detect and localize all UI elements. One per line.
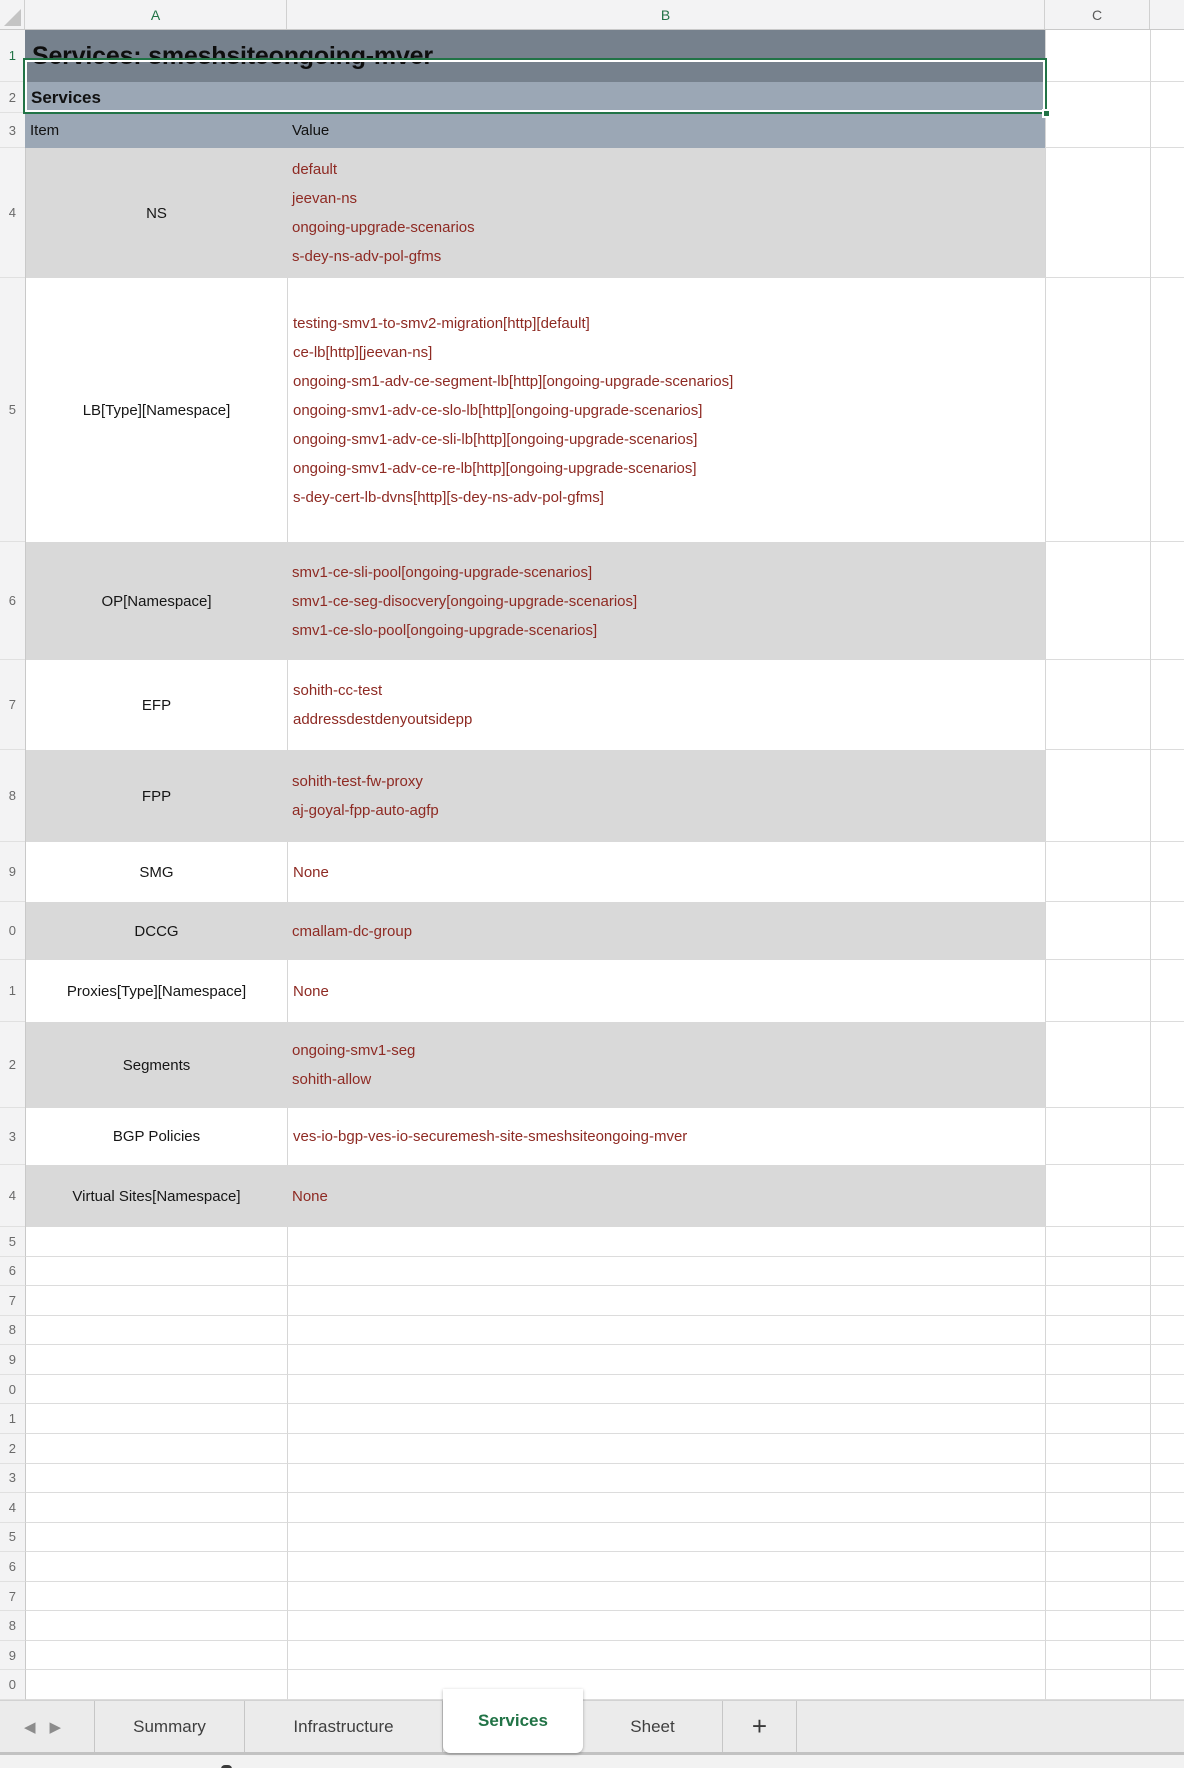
empty-cell-d[interactable] [1150,1582,1184,1612]
empty-cell-d[interactable] [1150,960,1184,1022]
value-cell[interactable] [287,278,1045,542]
empty-cell-c[interactable] [1045,1493,1150,1523]
value-line: sohith-test-fw-proxy [292,773,423,790]
table-row [0,902,1184,960]
value-line: sohith-allow [292,1071,372,1088]
sheet-nav [0,1701,95,1752]
table-row [0,960,1184,1022]
value-cell[interactable] [287,842,1045,902]
item-cell[interactable]: NS [25,148,287,278]
empty-cell-c[interactable] [1045,30,1150,82]
empty-cell-d[interactable] [1150,1345,1184,1375]
empty-cell-a[interactable] [25,1464,287,1494]
empty-row [0,1493,1184,1523]
empty-cell-a[interactable] [25,1286,287,1316]
empty-cell-b[interactable] [287,1493,1045,1523]
empty-cell-b[interactable] [287,1641,1045,1671]
status-strip [0,1752,1184,1768]
empty-cell-a[interactable] [25,1670,287,1700]
table-row [0,842,1184,902]
table-row [0,1108,1184,1165]
empty-cell-d[interactable] [1150,1316,1184,1346]
item-cell[interactable]: Segments [25,1022,287,1108]
row-number[interactable]: 3 [0,1464,25,1494]
empty-cell-c[interactable] [1045,1316,1150,1346]
row-number[interactable]: 0 [0,1375,25,1405]
title-row [0,30,1184,82]
empty-cell-c[interactable] [1045,1523,1150,1553]
next-sheet-icon[interactable]: ▶ [49,1718,62,1736]
empty-cell-d[interactable] [1150,660,1184,750]
empty-row [0,1404,1184,1434]
empty-cell-c[interactable] [1045,1257,1150,1287]
value-cell[interactable] [287,660,1045,750]
table-row [0,148,1184,278]
row-number[interactable]: 6 [0,1257,25,1287]
value-line: smv1-ce-sli-pool[ongoing-upgrade-scenarios] [292,563,593,581]
table-body [0,148,1184,1700]
value-cell[interactable] [287,1108,1045,1165]
row-number[interactable]: 3 [0,1108,25,1165]
row-number[interactable]: 7 [0,660,25,750]
empty-cell-a[interactable] [25,1404,287,1434]
tab-bar-filler [797,1701,1184,1752]
empty-cell-b[interactable] [287,1611,1045,1641]
empty-cell-d[interactable] [1150,1022,1184,1108]
empty-row [0,1552,1184,1582]
add-sheet-button[interactable]: + [723,1701,797,1752]
row-number[interactable]: 7 [0,1286,25,1316]
empty-row [0,1257,1184,1287]
item-cell[interactable]: FPP [25,750,287,842]
empty-cell-c[interactable] [1045,1227,1150,1257]
table-row [0,278,1184,542]
empty-cell-b[interactable] [287,1670,1045,1700]
empty-cell-c[interactable] [1045,1345,1150,1375]
item-cell[interactable]: BGP Policies [25,1108,287,1165]
empty-cell-c[interactable] [1045,960,1150,1022]
empty-cell-d[interactable] [1150,30,1184,82]
empty-cell-a[interactable] [25,1434,287,1464]
value-line: testing-smv1-to-smv2-migration[http][default] [293,314,590,332]
value-line: ce-lb[http][jeevan-ns] [293,343,433,361]
table-row [0,660,1184,750]
empty-row [0,1670,1184,1700]
empty-cell-d[interactable] [1150,148,1184,278]
select-all-icon [4,9,21,26]
empty-cell-d[interactable] [1150,82,1184,113]
value-line: s-dey-ns-adv-pol-gfms [292,248,442,265]
empty-cell-d[interactable] [1150,1404,1184,1434]
empty-cell-b[interactable] [287,1227,1045,1257]
row-number[interactable]: 0 [0,1670,25,1700]
row-number[interactable]: 6 [0,1552,25,1582]
empty-cell-c[interactable] [1045,1022,1150,1108]
empty-cell-d[interactable] [1150,902,1184,960]
empty-cell-b[interactable] [287,1345,1045,1375]
empty-row [0,1286,1184,1316]
empty-cell-b[interactable] [287,1464,1045,1494]
row-number[interactable]: 9 [0,1345,25,1375]
empty-cell-b[interactable] [287,1582,1045,1612]
value-line: None [292,1187,328,1205]
empty-cell-d[interactable] [1150,1108,1184,1165]
table-row [0,1022,1184,1108]
empty-cell-c[interactable] [1045,113,1150,148]
item-cell[interactable]: Proxies[Type][Namespace] [25,960,287,1022]
value-cell[interactable] [287,1165,1045,1227]
row-number[interactable]: 5 [0,278,25,542]
empty-cell-b[interactable] [287,1257,1045,1287]
row-number[interactable]: 1 [0,1404,25,1434]
empty-cell-c[interactable] [1045,842,1150,902]
prev-sheet-icon[interactable]: ◀ [24,1718,36,1736]
row-number[interactable]: 9 [0,1641,25,1671]
item-header-cell[interactable]: Item [25,113,287,148]
empty-cell-c[interactable] [1045,750,1150,842]
row-number[interactable]: 8 [0,1316,25,1346]
empty-row [0,1316,1184,1346]
empty-row [0,1582,1184,1612]
empty-cell-c[interactable] [1045,1375,1150,1405]
sheet-tab-summary[interactable]: Summary [95,1701,245,1752]
value-line: addressdestdenyoutsidepp [293,711,473,728]
empty-cell-a[interactable] [25,1641,287,1671]
row-number[interactable]: 2 [0,82,25,113]
table-row [0,750,1184,842]
table-header-row [0,113,1184,148]
value-line: None [293,982,329,1000]
row-number[interactable]: 2 [0,1434,25,1464]
empty-cell-d[interactable] [1150,1286,1184,1316]
value-cell[interactable] [287,542,1045,660]
empty-cell-a[interactable] [25,1257,287,1287]
empty-cell-a[interactable] [25,1523,287,1553]
empty-cell-c[interactable] [1045,1286,1150,1316]
value-line: cmallam-dc-group [292,922,413,940]
row-number[interactable]: 9 [0,842,25,902]
value-header-cell[interactable]: Value [287,113,1045,148]
empty-cell-d[interactable] [1150,1434,1184,1464]
item-cell[interactable]: Virtual Sites[Namespace] [25,1165,287,1227]
empty-cell-c[interactable] [1045,1641,1150,1671]
empty-cell-c[interactable] [1045,1464,1150,1494]
title-cell[interactable]: Services: smeshsiteongoing-mver [25,30,1045,82]
empty-cell-b[interactable] [287,1375,1045,1405]
empty-row [0,1434,1184,1464]
value-line: ongoing-upgrade-scenarios [292,219,475,236]
empty-cell-d[interactable] [1150,1670,1184,1700]
item-cell[interactable]: EFP [25,660,287,750]
value-line: ongoing-smv1-seg [292,1042,416,1059]
row-number[interactable]: 3 [0,113,25,148]
empty-cell-a[interactable] [25,1316,287,1346]
value-line: ongoing-smv1-adv-ce-sli-lb[http][ongoing-upgrade-scenarios] [293,430,698,448]
empty-cell-a[interactable] [25,1375,287,1405]
table-row [0,542,1184,660]
sheet-tab-sheet[interactable]: Sheet [583,1701,723,1752]
table-row [0,1165,1184,1227]
value-cell[interactable] [287,960,1045,1022]
row-number[interactable]: 2 [0,1022,25,1108]
empty-cell-a[interactable] [25,1345,287,1375]
empty-cell-a[interactable] [25,1611,287,1641]
value-line: ongoing-smv1-adv-ce-slo-lb[http][ongoing-upgrade-scenarios] [293,401,703,419]
empty-cell-d[interactable] [1150,1464,1184,1494]
empty-row [0,1464,1184,1494]
column-header-b[interactable]: B [287,0,1045,29]
section-cell[interactable]: Services [25,82,1045,113]
empty-cell-c[interactable] [1045,902,1150,960]
empty-cell-d[interactable] [1150,1611,1184,1641]
column-header-c[interactable]: C [1045,0,1150,29]
empty-cell-a[interactable] [25,1552,287,1582]
value-line: ongoing-sm1-adv-ce-segment-lb[http][ongoing-upgrade-scenarios] [293,372,734,390]
empty-row [0,1611,1184,1641]
sheet-tab-bar [0,1700,1184,1752]
empty-cell-c[interactable] [1045,148,1150,278]
row-number[interactable]: 8 [0,1611,25,1641]
row-number[interactable]: 8 [0,750,25,842]
value-cell[interactable] [287,148,1045,278]
item-cell[interactable]: LB[Type][Namespace] [25,278,287,542]
empty-cell-d[interactable] [1150,113,1184,148]
value-line: smv1-ce-seg-disocvery[ongoing-upgrade-scenarios] [292,592,638,610]
column-header-row [0,0,1184,30]
empty-cell-b[interactable] [287,1316,1045,1346]
empty-cell-d[interactable] [1150,1165,1184,1227]
row-number[interactable]: 5 [0,1523,25,1553]
empty-row [0,1375,1184,1405]
empty-cell-b[interactable] [287,1286,1045,1316]
empty-cell-d[interactable] [1150,1493,1184,1523]
empty-row [0,1227,1184,1257]
empty-cell-c[interactable] [1045,660,1150,750]
sheet-tab-services[interactable]: Services [443,1689,583,1753]
empty-cell-c[interactable] [1045,1670,1150,1700]
select-all-corner[interactable] [0,0,25,29]
sheet-tab-infrastructure[interactable]: Infrastructure [245,1701,443,1752]
value-line: None [293,863,329,881]
empty-cell-d[interactable] [1150,278,1184,542]
value-line: jeevan-ns [292,190,358,207]
column-header-d[interactable] [1150,0,1184,29]
row-number[interactable]: 4 [0,1493,25,1523]
item-cell[interactable]: SMG [25,842,287,902]
value-line: default [292,161,338,178]
row-number[interactable]: 1 [0,960,25,1022]
empty-cell-c[interactable] [1045,1582,1150,1612]
empty-row [0,1345,1184,1375]
empty-cell-b[interactable] [287,1404,1045,1434]
empty-cell-b[interactable] [287,1552,1045,1582]
empty-cell-c[interactable] [1045,1611,1150,1641]
value-line: s-dey-cert-lb-dvns[http][s-dey-ns-adv-pol-gfms] [293,488,604,506]
empty-cell-a[interactable] [25,1227,287,1257]
row-number[interactable]: 5 [0,1227,25,1257]
empty-cell-c[interactable] [1045,1552,1150,1582]
section-row [0,82,1184,113]
empty-cell-d[interactable] [1150,842,1184,902]
value-line: aj-goyal-fpp-auto-agfp [292,802,439,819]
empty-cell-c[interactable] [1045,1165,1150,1227]
sheet-tabs [95,1701,723,1752]
empty-cell-d[interactable] [1150,1375,1184,1405]
empty-cell-b[interactable] [287,1523,1045,1553]
empty-cell-c[interactable] [1045,1108,1150,1165]
item-cell[interactable]: DCCG [25,902,287,960]
empty-cell-a[interactable] [25,1493,287,1523]
empty-cell-c[interactable] [1045,542,1150,660]
empty-row [0,1641,1184,1671]
row-number[interactable]: 6 [0,542,25,660]
row-number[interactable]: 7 [0,1582,25,1612]
row-number[interactable]: 1 [0,30,25,82]
empty-cell-c[interactable] [1045,82,1150,113]
value-cell[interactable] [287,750,1045,842]
row-number[interactable]: 4 [0,1165,25,1227]
value-line: smv1-ce-slo-pool[ongoing-upgrade-scenarios] [292,621,598,639]
value-line: sohith-cc-test [293,682,383,699]
value-cell[interactable] [287,1022,1045,1108]
empty-cell-d[interactable] [1150,1641,1184,1671]
empty-cell-d[interactable] [1150,542,1184,660]
empty-cell-d[interactable] [1150,1257,1184,1287]
value-line: ves-io-bgp-ves-io-securemesh-site-smeshsiteongoing-mver [293,1128,688,1145]
empty-cell-a[interactable] [25,1582,287,1612]
empty-cell-c[interactable] [1045,1434,1150,1464]
empty-cell-c[interactable] [1045,278,1150,542]
empty-row [0,1523,1184,1553]
empty-cell-d[interactable] [1150,750,1184,842]
column-header-a[interactable]: A [25,0,287,29]
row-number[interactable]: 4 [0,148,25,278]
value-cell[interactable] [287,902,1045,960]
value-line: ongoing-smv1-adv-ce-re-lb[http][ongoing-upgrade-scenarios] [293,459,697,477]
empty-cell-d[interactable] [1150,1523,1184,1553]
empty-cell-d[interactable] [1150,1552,1184,1582]
row-number[interactable]: 0 [0,902,25,960]
empty-cell-b[interactable] [287,1434,1045,1464]
item-cell[interactable]: OP[Namespace] [25,542,287,660]
empty-cell-c[interactable] [1045,1404,1150,1434]
empty-cell-d[interactable] [1150,1227,1184,1257]
